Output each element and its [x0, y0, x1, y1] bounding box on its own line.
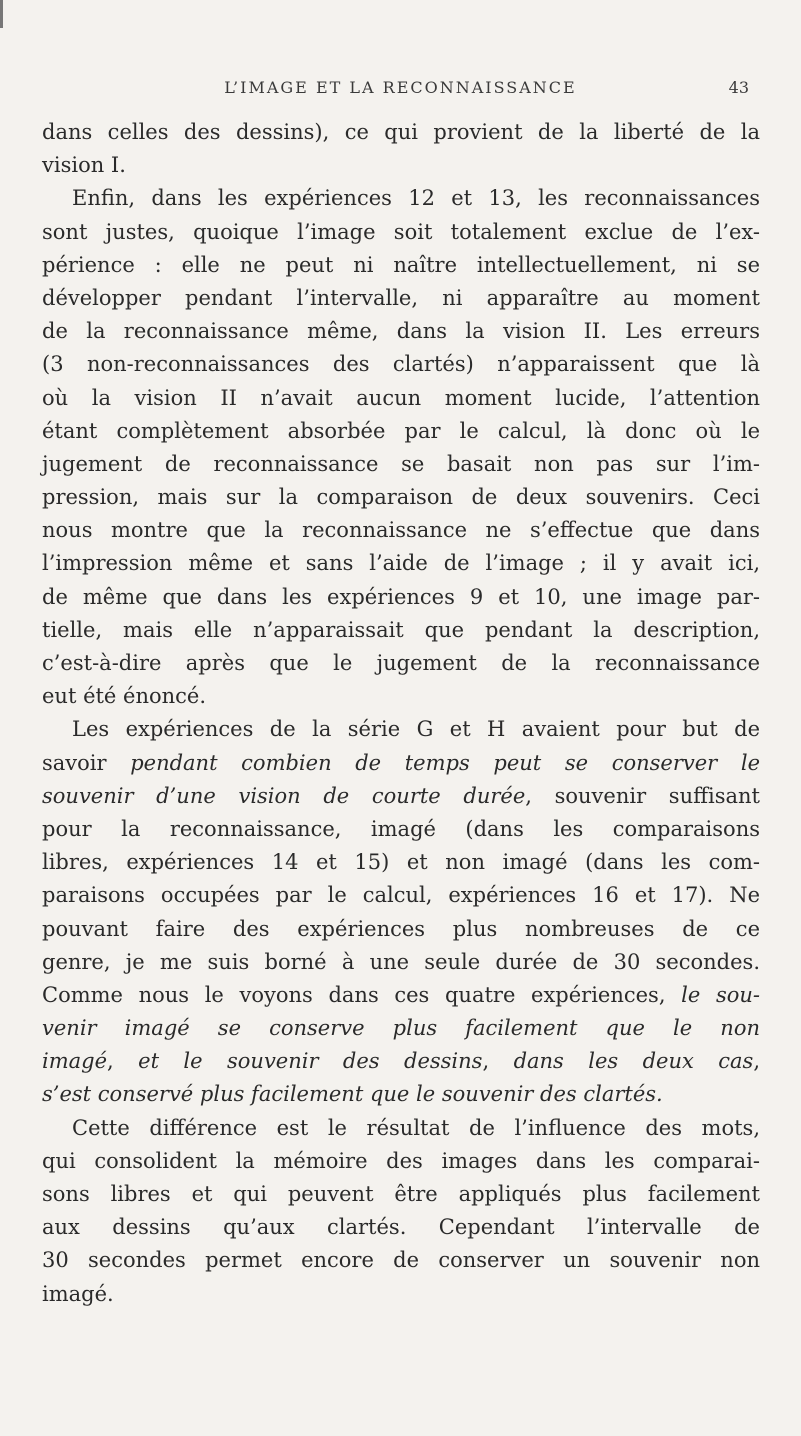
- text-segment: libres, expériences 14 et 15) et non imagé (dans les com-: [42, 850, 760, 875]
- text-segment: ,: [482, 1049, 514, 1074]
- text-line: [42, 614, 760, 647]
- text-segment: c’est-à-dire après que le jugement de la reconnaissance: [42, 651, 760, 675]
- text-line: [42, 780, 760, 813]
- text-segment: de la reconnaissance même, dans la vision II. Les erreurs: [42, 319, 760, 344]
- page-header: [0, 78, 801, 98]
- text-line: [42, 1045, 760, 1078]
- text-segment: où la vision II n’avait aucun moment lucide, l’attention: [42, 385, 760, 410]
- text-segment: développer pendant l’intervalle, ni apparaître au moment: [42, 285, 760, 310]
- text-segment: sons libres et qui peuvent être appliqués plus facilement: [42, 1182, 760, 1206]
- text-segment: Cette différence est le résultat de l’influence des mots,: [72, 1115, 760, 1140]
- text-line: [42, 415, 760, 448]
- text-line: [42, 348, 760, 381]
- running-title: L’IMAGE ET LA RECONNAISSANCE: [224, 78, 577, 97]
- text-line: [42, 149, 760, 182]
- text-segment: étant complètement absorbée par le calcul, là donc où le: [42, 418, 760, 443]
- text-line: [42, 547, 760, 580]
- text-segment: paraisons occupées par le calcul, expériences 16 et 17). Ne: [42, 883, 760, 908]
- italic-text: dans les deux cas: [513, 1049, 754, 1074]
- text-segment: 30 secondes permet encore de conserver un souvenir non: [42, 1248, 760, 1273]
- text-line: [42, 879, 760, 912]
- text-segment: ,: [753, 1049, 760, 1074]
- text-segment: aux dessins qu’aux clartés. Cependant l’intervalle de: [42, 1215, 760, 1240]
- text-segment: ,: [107, 1049, 139, 1074]
- text-segment: Les expériences de la série G et H avaient pour but de: [72, 717, 760, 742]
- text-line: [42, 647, 760, 680]
- text-segment: l’impression même et sans l’aide de l’image ; il y avait ici,: [42, 551, 760, 576]
- text-line: [42, 116, 760, 149]
- page-edge-mark: [0, 0, 3, 28]
- text-segment: tielle, mais elle n’apparaissait que pendant la description,: [42, 617, 760, 642]
- text-line: [42, 1278, 760, 1311]
- text-segment: nous montre que la reconnaissance ne s’effectue que dans: [42, 518, 760, 543]
- text-line: [42, 448, 760, 481]
- text-line: [42, 813, 760, 846]
- text-segment: de même que dans les expériences 9 et 10, une image par-: [42, 584, 760, 609]
- text-line: [42, 747, 760, 780]
- body-text: [42, 116, 760, 1311]
- italic-text: venir imagé se conserve plus facilement que le non: [42, 1016, 760, 1041]
- text-segment: pression, mais sur la comparaison de deux souvenirs. Ceci: [42, 485, 760, 510]
- italic-text: et le souvenir des dessins: [138, 1049, 483, 1074]
- text-segment: imagé.: [42, 1281, 114, 1306]
- text-segment: genre, je me suis borné à une seule durée de 30 secondes.: [42, 949, 760, 974]
- text-line: [42, 1112, 760, 1145]
- text-line: [42, 946, 760, 979]
- text-segment: dans celles des dessins), ce qui provient de la liberté de la: [42, 120, 760, 144]
- text-line: [42, 1178, 760, 1211]
- text-segment: jugement de reconnaissance se basait non pas sur l’im-: [42, 451, 760, 476]
- text-line: [42, 680, 760, 713]
- text-line: [42, 1078, 760, 1111]
- text-segment: eut été énoncé.: [42, 684, 207, 709]
- text-line: [42, 846, 760, 879]
- text-line: [42, 1145, 760, 1178]
- text-line: [42, 249, 760, 282]
- italic-text: s’est conservé plus facilement que le souvenir des clartés.: [42, 1082, 663, 1107]
- text-segment: pour la reconnaissance, imagé (dans les comparaisons: [42, 816, 760, 841]
- text-segment: qui consolident la mémoire des images dans les comparai-: [42, 1148, 760, 1173]
- text-line: [42, 481, 760, 514]
- text-line: [42, 913, 760, 946]
- text-segment: , souvenir suffisant: [525, 783, 760, 808]
- text-segment: périence : elle ne peut ni naître intellectuellement, ni se: [42, 252, 760, 277]
- italic-text: imagé: [42, 1049, 108, 1074]
- italic-text: pendant combien de temps peut se conserver le: [130, 750, 760, 775]
- italic-text: souvenir d’une vision de courte durée: [42, 783, 526, 808]
- text-line: [42, 216, 760, 249]
- text-segment: sont justes, quoique l’image soit totalement exclue de l’ex-: [42, 219, 760, 244]
- text-segment: (3 non-reconnaissances des clartés) n’apparaissent que là: [42, 352, 760, 377]
- text-line: [42, 1012, 760, 1045]
- italic-text: le sou-: [681, 982, 760, 1007]
- text-line: [42, 315, 760, 348]
- text-line: [42, 382, 760, 415]
- text-line: [42, 1211, 760, 1244]
- page-number: 43: [728, 78, 749, 97]
- text-segment: savoir: [42, 750, 131, 775]
- text-line: [42, 514, 760, 547]
- text-line: [42, 182, 760, 215]
- text-line: [42, 979, 760, 1012]
- text-segment: pouvant faire des expériences plus nombreuses de ce: [42, 916, 760, 941]
- text-line: [42, 713, 760, 746]
- text-segment: Comme nous le voyons dans ces quatre expériences,: [42, 982, 682, 1007]
- text-line: [42, 581, 760, 614]
- text-line: [42, 282, 760, 315]
- text-line: [42, 1244, 760, 1277]
- text-segment: Enfin, dans les expériences 12 et 13, les reconnaissances: [72, 186, 760, 211]
- text-segment: vision I.: [42, 153, 126, 178]
